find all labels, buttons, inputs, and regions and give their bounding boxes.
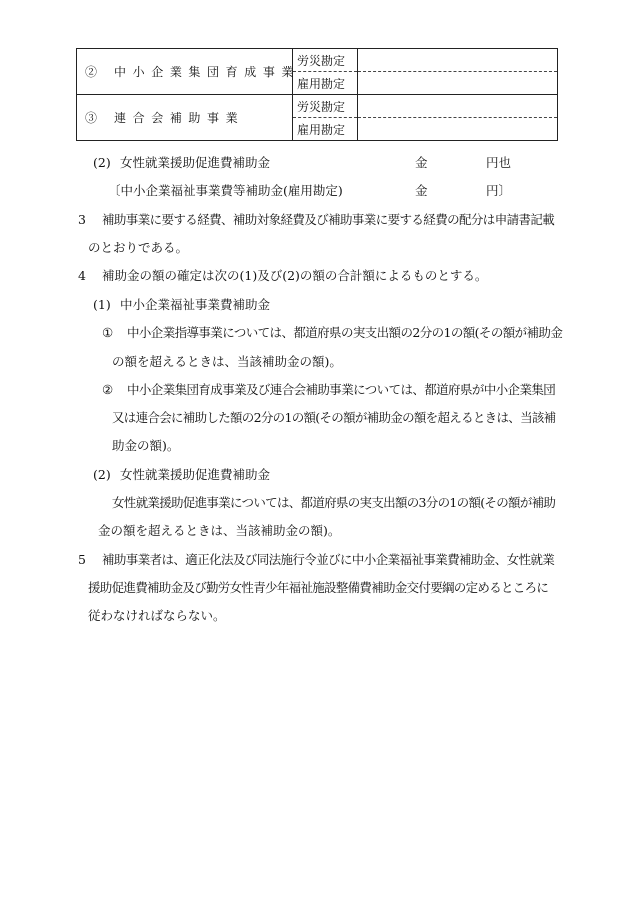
para5-number: 5	[78, 552, 86, 567]
para3-number: 3	[78, 212, 86, 227]
para4-line: 補助金の額の確定は次の(1)及び(2)の額の合計額によるものとする。	[102, 268, 488, 283]
account-label: 労災勘定	[293, 49, 358, 72]
sub1-title: 中小企業福祉事業費補助金	[120, 297, 271, 312]
item2-sub-kin: 金	[415, 183, 428, 198]
subsidy-breakdown-table	[76, 48, 558, 141]
table-row	[77, 95, 558, 118]
para5-line: 援助促進費補助金及び勤労女性青少年福祉施設整備費補助金交付要綱の定めるところに	[88, 580, 549, 595]
item2-unit: 円也	[486, 155, 512, 170]
amount-cell	[358, 118, 558, 141]
table-row-name: ② 中小企業集団育成事業	[77, 49, 293, 95]
para5-line: 補助事業者は、適正化法及び同法施行令並びに中小企業福祉事業費補助金、女性就業	[102, 552, 555, 567]
clause1-line: 中小企業指導事業については、都道府県の実支出額の2分の1の額(その額が補助金	[127, 325, 563, 340]
item2-number: (2)	[93, 155, 111, 170]
table-row	[77, 49, 558, 72]
para5-line: 従わなければならない。	[88, 608, 226, 623]
amount-cell	[358, 95, 558, 118]
account-label: 労災勘定	[293, 95, 358, 118]
para4-number: 4	[78, 268, 86, 283]
clause1-number: ①	[102, 325, 114, 340]
clause2-line: 中小企業集団育成事業及び連合会補助事業については、都道府県が中小企業集団	[127, 382, 556, 397]
sub2-line: 女性就業援助促進事業については、都道府県の実支出額の3分の1の額(その額が補助	[112, 495, 556, 510]
amount-cell	[358, 49, 558, 72]
sub2-number: (2)	[93, 467, 111, 482]
para3-line: 補助事業に要する経費、補助対象経費及び補助事業に要する経費の配分は申請書記載	[102, 212, 555, 227]
account-label: 雇用勘定	[293, 72, 358, 95]
para3-line: のとおりである。	[88, 240, 189, 255]
item2-label: 女性就業援助促進費補助金	[120, 155, 271, 170]
clause2-line: 又は連合会に補助した額の2分の1の額(その額が補助金の額を超えるときは、当該補	[112, 410, 556, 425]
account-label: 雇用勘定	[293, 118, 358, 141]
clause2-number: ②	[102, 382, 114, 397]
sub2-title: 女性就業援助促進費補助金	[120, 467, 271, 482]
amount-cell	[358, 72, 558, 95]
clause2-line: 助金の額)。	[112, 438, 180, 453]
item2-kin: 金	[415, 155, 428, 170]
sub2-line: 金の額を超えるときは、当該補助金の額)。	[98, 523, 341, 538]
item2-sub-label: 〔中小企業福祉事業費等補助金(雇用勘定)	[108, 183, 343, 198]
sub1-number: (1)	[93, 297, 111, 312]
item2-sub-unit: 円〕	[486, 183, 512, 198]
clause1-line: の額を超えるときは、当該補助金の額)。	[112, 354, 342, 369]
table-row-name: ③ 連合会補助事業	[77, 95, 293, 141]
